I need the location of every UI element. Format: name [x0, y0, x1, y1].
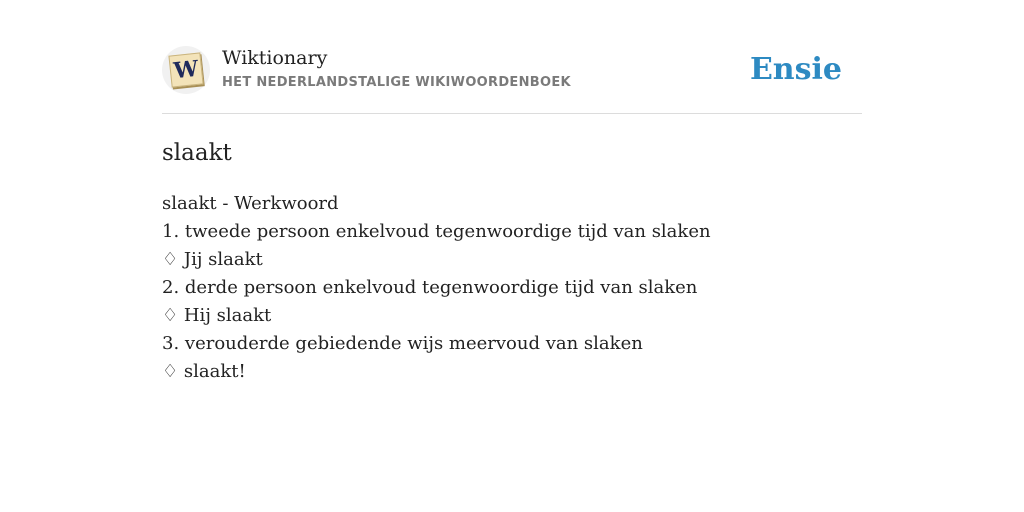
- sense-example: ♢ Jij slaakt: [162, 249, 263, 270]
- page-title: slaakt: [162, 140, 232, 166]
- entry-heading: slaakt - Werkwoord: [162, 193, 339, 214]
- entry-content: [162, 190, 711, 386]
- page-container: [162, 46, 862, 382]
- sense-example: ♢ Hij slaakt: [162, 305, 272, 326]
- sense-example: ♢ slaakt!: [162, 361, 246, 382]
- site-tagline: HET NEDERLANDSTALIGE WIKIWOORDENBOEK: [222, 75, 571, 90]
- sense-definition: 2. derde persoon enkelvoud tegenwoordige tijd van slaken: [162, 277, 698, 298]
- wiktionary-logo-icon: [168, 52, 203, 87]
- wiktionary-logo[interactable]: [162, 46, 210, 94]
- logo-letter: W: [172, 55, 200, 85]
- sense-definition: 1. tweede persoon enkelvoud tegenwoordige tijd van slaken: [162, 221, 711, 242]
- ensie-brand-link[interactable]: Ensie: [749, 52, 842, 87]
- site-header: [162, 46, 862, 114]
- site-name[interactable]: Wiktionary: [222, 47, 328, 69]
- sense-definition: 3. verouderde gebiedende wijs meervoud van slaken: [162, 333, 643, 354]
